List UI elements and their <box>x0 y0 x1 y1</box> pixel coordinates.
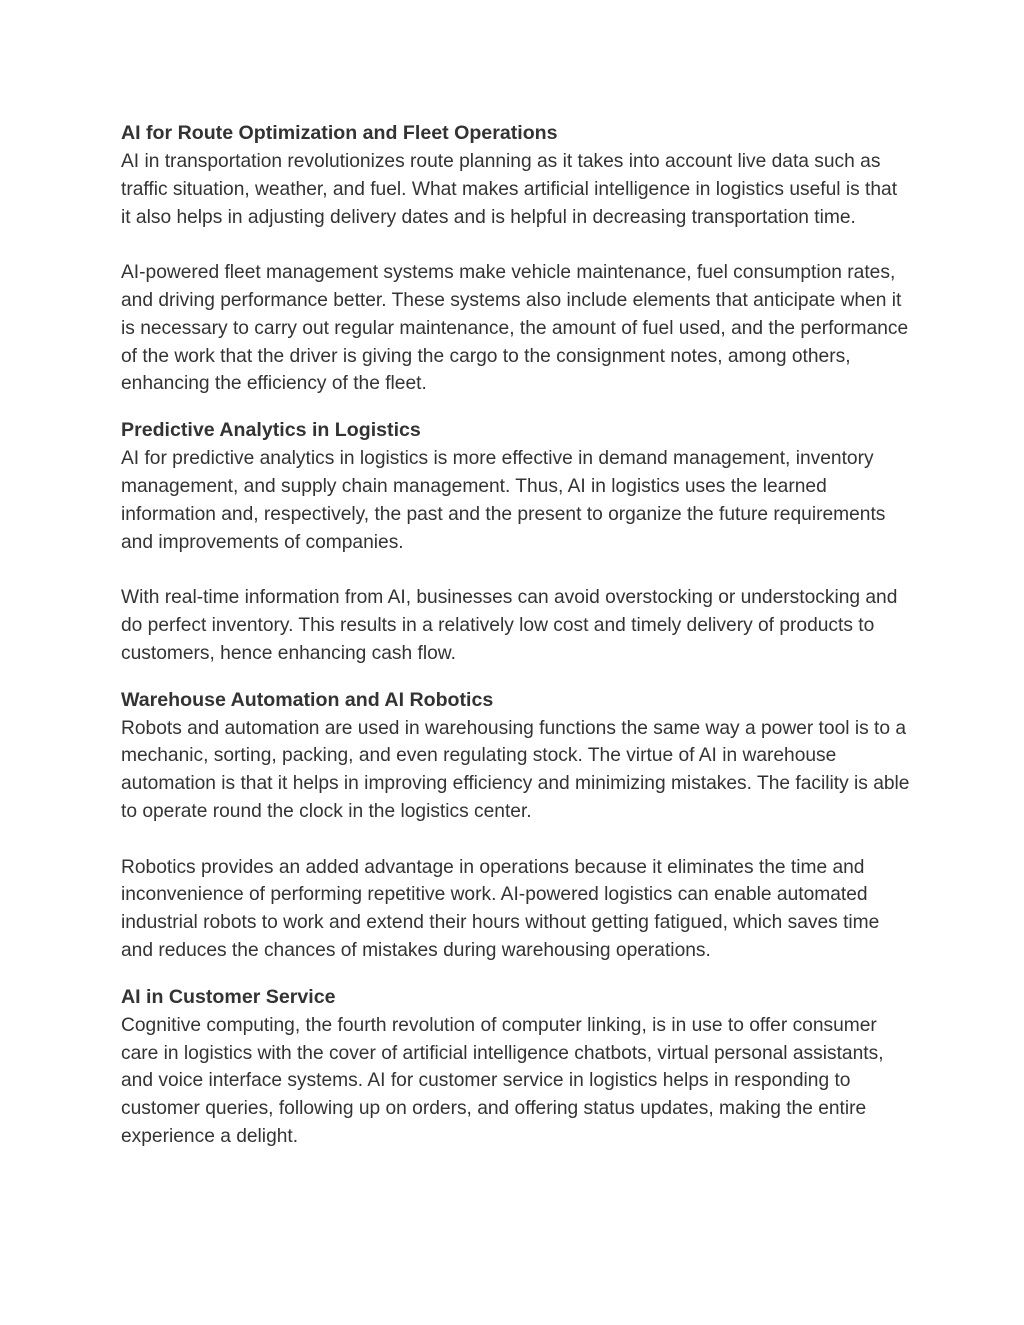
paragraph: Cognitive computing, the fourth revolution of computer linking, is in use to offer consumer care in logistics with the cover of artificial intelligence chatbots, virtual personal assistants, and voice interface systems. AI for customer service in logistics helps in responding to customer queries, following up on orders, and offering status updates, making the entire experience a delight. <box>121 1014 884 1147</box>
section-heading: Warehouse Automation and AI Robotics <box>121 688 494 711</box>
paragraph: AI-powered fleet management systems make vehicle maintenance, fuel consumption rates, and driving performance better. These systems also include elements that anticipate when it is necessary to carry out regular maintenance, the amount of fuel used, and the performance of the work that the driver is giving the cargo to the consignment notes, among others, enhancing the efficiency of the fleet. <box>121 262 909 395</box>
section-heading: AI in Customer Service <box>121 985 336 1008</box>
paragraph: Robotics provides an added advantage in operations because it eliminates the time and inconvenience of performing repetitive work. AI-powered logistics can enable automated industrial robots to work and extend their hours without getting fatigued, which saves time and reduces the chances of mistakes during warehousing operations. <box>121 856 880 961</box>
section-customer-service <box>121 983 911 1151</box>
section-route-optimization <box>121 119 911 398</box>
section-warehouse-automation <box>121 686 911 965</box>
document-page <box>121 119 911 1169</box>
paragraph: AI for predictive analytics in logistics is more effective in demand management, inventory management, and supply chain management. Thus, AI in logistics uses the learned information and, respectively, the past and the present to organize the future requirements and improvements of companies. <box>121 448 886 553</box>
paragraph: AI in transportation revolutionizes route planning as it takes into account live data such as traffic situation, weather, and fuel. What makes artificial intelligence in logistics useful is that it also helps in adjusting delivery dates and is helpful in decreasing transportation time. <box>121 151 898 228</box>
paragraph: With real-time information from AI, businesses can avoid overstocking or understocking and do perfect inventory. This results in a relatively low cost and timely delivery of products to customers, hence enhancing cash flow. <box>121 587 898 664</box>
section-predictive-analytics <box>121 416 911 667</box>
paragraph: Robots and automation are used in warehousing functions the same way a power tool is to a mechanic, sorting, packing, and even regulating stock. The virtue of AI in warehouse automation is that it helps in improving efficiency and minimizing mistakes. The facility is able to operate round the clock in the logistics center. <box>121 717 910 822</box>
section-heading: Predictive Analytics in Logistics <box>121 419 421 442</box>
section-heading: AI for Route Optimization and Fleet Operations <box>121 122 558 144</box>
